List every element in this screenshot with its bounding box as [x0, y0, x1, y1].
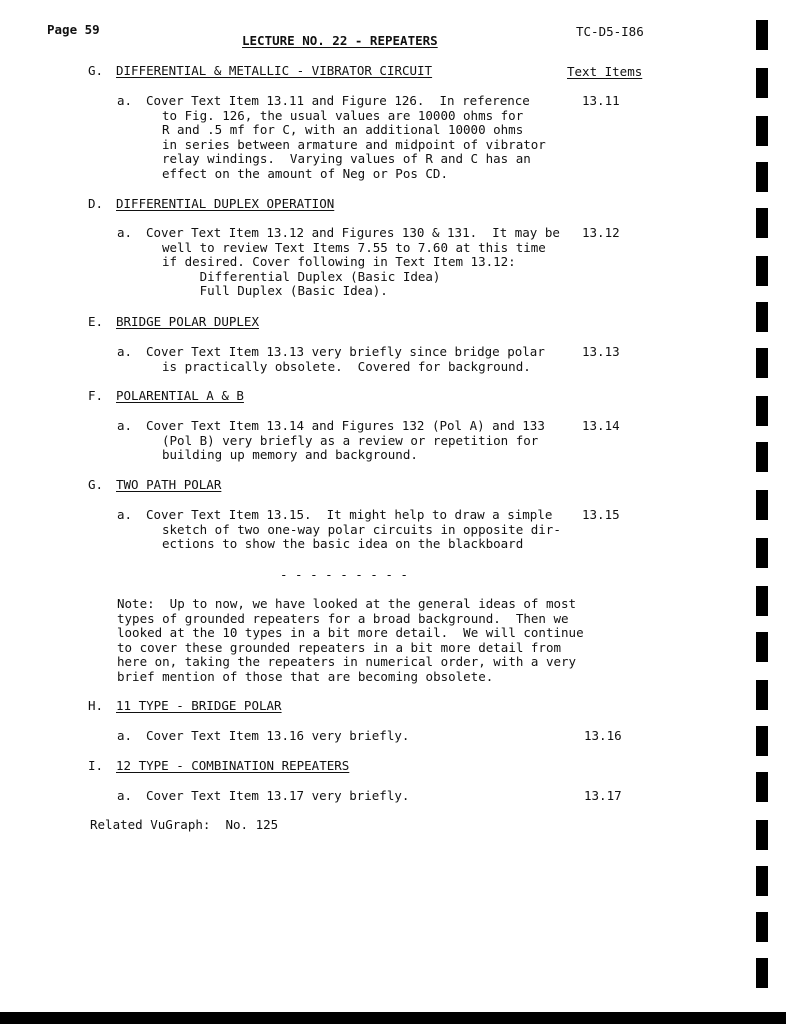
note-line: to cover these grounded repeaters in a bit more detail from [117, 639, 562, 655]
item-label: a. [117, 418, 133, 433]
related-vugraph: Related VuGraph: No. 125 [90, 817, 279, 832]
item-line: Full Duplex (Basic Idea). [162, 283, 388, 299]
item-label: a. [117, 344, 133, 359]
text-item-ref: 13.12 [582, 225, 620, 240]
note-line: types of grounded repeaters for a broad background. Then we [117, 610, 569, 626]
section-letter: I. [88, 758, 104, 773]
binder-mark [756, 538, 768, 568]
section-letter: D. [88, 196, 104, 211]
item-line: Cover Text Item 13.14 and Figures 132 (Pol A) and 133 [146, 418, 545, 433]
item-line: Cover Text Item 13.11 and Figure 126. In reference [146, 93, 530, 108]
item-line: building up memory and background. [162, 447, 418, 463]
binder-mark [756, 20, 768, 50]
section-title: DIFFERENTIAL DUPLEX OPERATION [116, 196, 335, 211]
text-item-ref: 13.11 [582, 93, 620, 108]
binder-mark [756, 632, 768, 662]
text-item-ref: 13.13 [582, 344, 620, 359]
binder-mark [756, 912, 768, 942]
item-line: relay windings. Varying values of R and C has an [162, 151, 531, 167]
binder-mark [756, 348, 768, 378]
binder-mark [756, 820, 768, 850]
item-label: a. [117, 225, 133, 240]
item-line: to Fig. 126, the usual values are 10000 ohms for [162, 107, 524, 123]
section-letter: G. [88, 477, 104, 492]
note-line: Note: Up to now, we have looked at the general ideas of most [117, 596, 577, 611]
section-letter: G. [88, 63, 104, 78]
item-line: R and .5 mf for C, with an additional 10000 ohms [162, 122, 524, 138]
text-item-ref: 13.16 [584, 728, 622, 743]
note-line: brief mention of those that are becoming obsolete. [117, 669, 494, 684]
item-line: in series between armature and midpoint of vibrator [162, 136, 546, 152]
item-label: a. [117, 507, 133, 522]
item-line: effect on the amount of Neg or Pos CD. [162, 166, 448, 181]
column-header-text-items: Text Items [567, 64, 643, 79]
binder-mark [756, 256, 768, 286]
binder-mark [756, 208, 768, 238]
text-item-ref: 13.15 [582, 507, 620, 522]
binder-mark [756, 866, 768, 896]
item-line: sketch of two one-way polar circuits in opposite dir- [162, 521, 561, 537]
item-line: Cover Text Item 13.16 very briefly. [146, 728, 410, 743]
item-label: a. [117, 728, 133, 743]
text-item-ref: 13.14 [582, 418, 620, 433]
item-line: Differential Duplex (Basic Idea) [162, 268, 441, 284]
binder-mark [756, 772, 768, 802]
binder-mark [756, 162, 768, 192]
item-line: (Pol B) very briefly as a review or repetition for [162, 432, 539, 448]
scan-border-bottom [0, 1012, 786, 1024]
document-code: TC-D5-I86 [576, 24, 644, 39]
note-line: looked at the 10 types in a bit more detail. We will continue [117, 625, 584, 641]
item-line: ections to show the basic idea on the blackboard [162, 536, 524, 552]
section-title: 11 TYPE - BRIDGE POLAR [116, 698, 282, 713]
binder-mark [756, 680, 768, 710]
separator-dashes: - - - - - - - - - [280, 567, 408, 582]
binder-mark [756, 586, 768, 616]
item-line: Cover Text Item 13.13 very briefly since bridge polar [146, 344, 545, 359]
section-title: DIFFERENTIAL & METALLIC - VIBRATOR CIRCUIT [116, 63, 433, 78]
item-line: Cover Text Item 13.12 and Figures 130 & 131. It may be [146, 225, 560, 240]
section-letter: E. [88, 314, 104, 329]
item-line: is practically obsolete. Covered for background. [162, 358, 531, 374]
text-item-ref: 13.17 [584, 788, 622, 803]
binder-mark [756, 442, 768, 472]
item-line: Cover Text Item 13.17 very briefly. [146, 788, 410, 803]
item-label: a. [117, 93, 133, 108]
section-title: 12 TYPE - COMBINATION REPEATERS [116, 758, 350, 773]
section-title: BRIDGE POLAR DUPLEX [116, 314, 259, 329]
item-line: well to review Text Items 7.55 to 7.60 at this time [162, 239, 546, 255]
binder-mark [756, 302, 768, 332]
section-title: POLARENTIAL A & B [116, 388, 244, 403]
binder-mark [756, 490, 768, 520]
binder-mark [756, 396, 768, 426]
item-label: a. [117, 788, 133, 803]
note-line: here on, taking the repeaters in numerical order, with a very [117, 654, 577, 670]
section-title: TWO PATH POLAR [116, 477, 222, 492]
page-number: Page 59 [47, 22, 100, 37]
page-title: LECTURE NO. 22 - REPEATERS [242, 33, 438, 48]
binder-mark [756, 958, 768, 988]
section-letter: H. [88, 698, 104, 713]
item-line: if desired. Cover following in Text Item 13.12: [162, 254, 516, 270]
binder-mark [756, 726, 768, 756]
binder-mark [756, 68, 768, 98]
binder-mark [756, 116, 768, 146]
item-line: Cover Text Item 13.15. It might help to draw a simple [146, 507, 553, 522]
section-letter: F. [88, 388, 104, 403]
